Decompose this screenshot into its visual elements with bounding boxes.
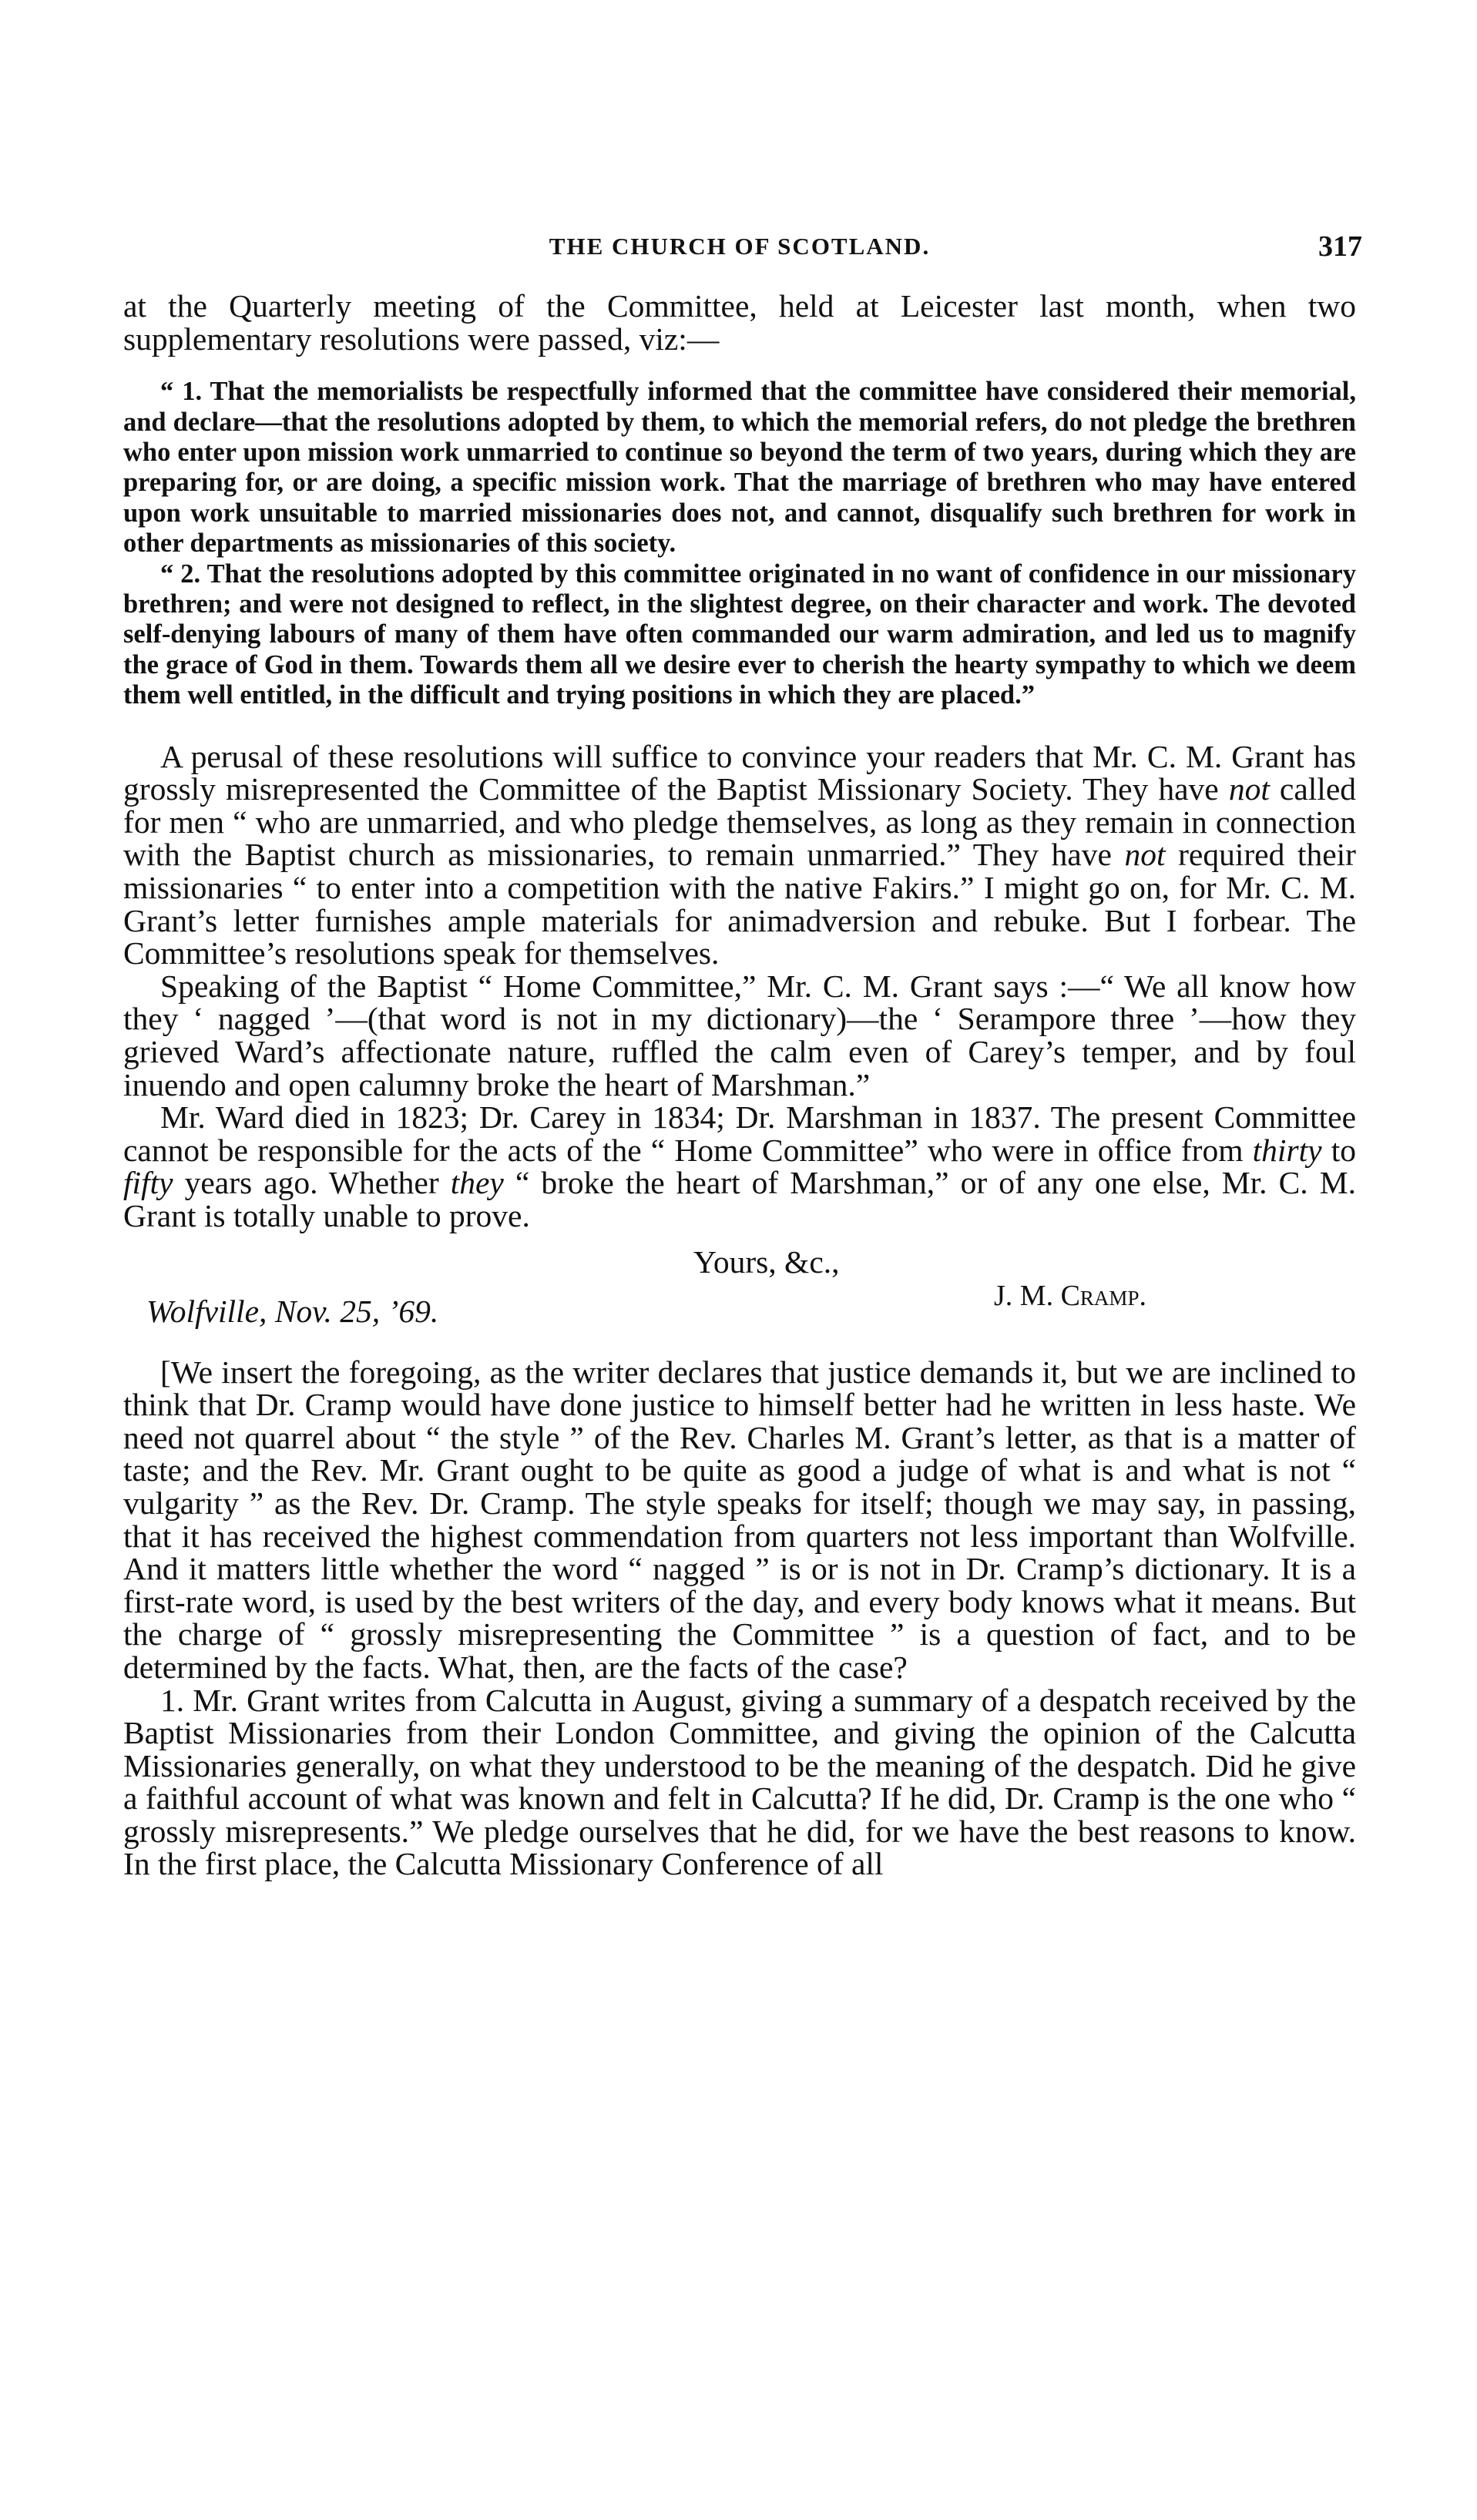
- text-span: “ broke the heart of Marshman,” or of any one else, Mr. C. M. Grant is totally unable to prove.: [123, 1165, 1356, 1233]
- signature: [994, 1279, 1146, 1313]
- emphasis-fifty: fifty: [123, 1165, 173, 1201]
- emphasis-they: they: [450, 1165, 504, 1201]
- resolution-1: “ 1. That the memorialists be respectfully informed that the committee have considered their memorial, and declare—that the resolutions adopted by them, to which the memorial refers, do not pledge the brethren who enter upon mission work unmarried to continue so beyond the term of two years, during which they are preparing for, or are doing, a specific mission work. That the marriage of brethren who may have entered upon work unsuitable to married missionaries does not, and cannot, disqualify such brethren for work in other departments as missionaries of this society.: [123, 377, 1356, 559]
- emphasis-thirty: thirty: [1252, 1132, 1322, 1168]
- page-header: [123, 230, 1362, 268]
- paragraph-intro: at the Quarterly meeting of the Committee, held at Leicester last month, when two supplementary resolutions were passed, viz:—: [123, 288, 1356, 357]
- paragraph-facts-1: 1. Mr. Grant writes from Calcutta in August, giving a summary of a despatch received by the Baptist Missionaries from their London Committee, and giving the opinion of the Calcutta Missionaries generally, on what they understood to be the meaning of the despatch. Did he give a faithful account of what was known and felt in Calcutta? If he did, Dr. Cramp is the one who “ grossly misrepresents.” We pledge ourselves that he did, for we have the best reasons to know. In the first place, the Calcutta Missionary Conference of all: [123, 1682, 1356, 1882]
- page-number: 317: [1318, 230, 1362, 263]
- text-span: called for men “ who are unmarried, and who pledge themselves, as long as they remain in connection with the Baptist church as missionaries, to remain unmarried.” They have: [123, 771, 1356, 873]
- emphasis-not: not: [1228, 771, 1270, 807]
- emphasis-not: not: [1124, 837, 1166, 873]
- paragraph-editor-note: [We insert the foregoing, as the writer declares that justice demands it, but we are inclined to think that Dr. Cramp would have done justice to himself better had he written in less haste. We need not quarrel about “ the style ” of the Rev. Charles M. Grant’s letter, as that is a matter of taste; and the Rev. Mr. Grant ought to be quite as good a judge of what is and what is not “ vulgarity ” as the Rev. Dr. Cramp. The style speaks for itself; though we may say, in passing, that it has received the highest commendation from quarters not less important than Wolfville. And it matters little whether the word “ nagged ” is or is not in Dr. Cramp’s dictionary. It is a first-rate word, is used by the best writers of the day, and every body knows what it means. But the charge of “ grossly misrepresenting the Committee ” is a question of fact, and to be determined by the facts. What, then, are the facts of the case?: [123, 1354, 1356, 1685]
- text-span: required their missionaries “ to enter into a competition with the native Fakirs.” I might go on, for Mr. C. M. Grant’s letter furnishes ample materials for animadversion and rebuke. But I forbear. The Committee’s resolutions speak for themselves.: [123, 837, 1356, 971]
- body-text: [123, 290, 1356, 1881]
- text-span: to: [1321, 1132, 1356, 1168]
- paragraph-dates: [123, 1101, 1356, 1232]
- running-title: THE CHURCH OF SCOTLAND.: [549, 233, 931, 260]
- signature-initials: J. M.: [994, 1279, 1061, 1312]
- resolution-2: “ 2. That the resolutions adopted by this committee originated in no want of confidence in our missionary brethren; and were not designed to reflect, in the slightest degree, on their character and work. The devoted self-denying labours of many of them have often commanded our warm admiration, and led us to magnify the grace of God in them. Towards them all we desire ever to cherish the hearty sympathy to which we deem them well entitled, in the difficult and trying positions in which they are placed.”: [123, 559, 1356, 710]
- text-span: Mr. Ward died in 1823; Dr. Carey in 1834; Dr. Marshman in 1837. The present Committee cannot be responsible for the acts of the “ Home Committee” who were in office from: [123, 1099, 1356, 1168]
- paragraph-home-committee: Speaking of the Baptist “ Home Committee,” Mr. C. M. Grant says :—“ We all know how they ‘ nagged ’—(that word is not in my dictionary)—the ‘ Serampore three ’—how they grieved Ward’s affectionate nature, ruffled the calm even of Carey’s temper, and by foul inuendo and open calumny broke the heart of Marshman.”: [123, 968, 1356, 1102]
- text-span: years ago. Whether: [173, 1165, 451, 1201]
- closing-yours: Yours, &c.,: [693, 1243, 840, 1280]
- paragraph-perusal: [123, 740, 1356, 970]
- signature-name: Cramp.: [1060, 1279, 1146, 1312]
- place-date: Wolfville, Nov. 25, ’69.: [146, 1293, 439, 1329]
- text-span: A perusal of these resolutions will suffice to convince your readers that Mr. C. M. Grant has grossly misrepresented the Committee of the Baptist Missionary Society. They have: [123, 738, 1356, 807]
- signoff-row: [123, 1279, 1356, 1327]
